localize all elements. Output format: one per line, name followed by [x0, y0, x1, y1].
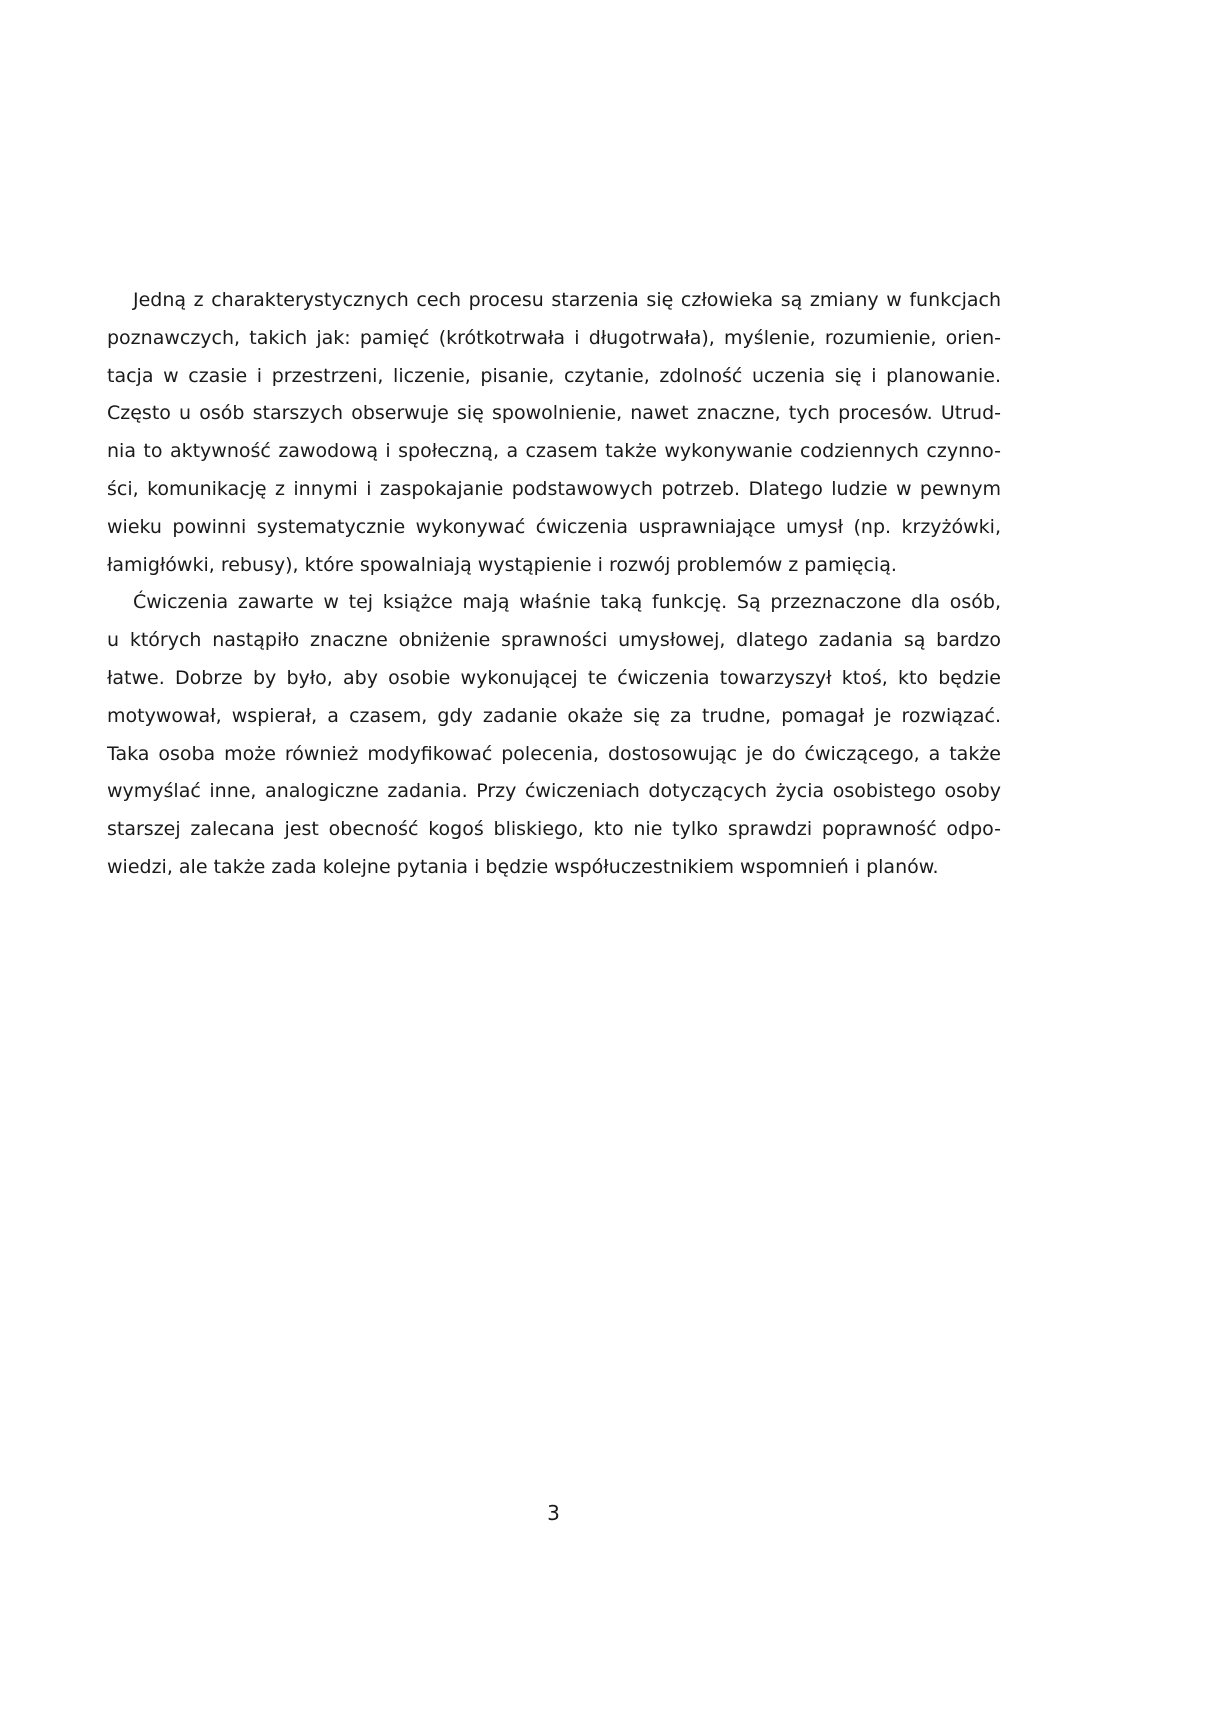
text-line: poznawczych, takich jak: pamięć (krótkotrwała i długotrwała), myślenie, rozumienie, orien- [107, 326, 1001, 349]
text-line: nia to aktywność zawodową i społeczną, a czasem także wykonywanie codziennych czynno- [107, 440, 1001, 463]
text-line: starszej zalecana jest obecność kogoś bliskiego, kto nie tylko sprawdzi poprawność odpo- [107, 818, 1001, 841]
text-line: wymyślać inne, analogiczne zadania. Przy ćwiczeniach dotyczących życia osobistego osoby [107, 780, 1001, 803]
text-line: łatwe. Dobrze by było, aby osobie wykonującej te ćwiczenia towarzyszył ktoś, kto będzie [107, 666, 1001, 689]
text-line: łamigłówki, rebusy), które spowalniają wystąpienie i rozwój problemów z pamięcią. [107, 553, 897, 576]
text-line: motywował, wspierał, a czasem, gdy zadanie okaże się za trudne, pomagał je rozwiązać. [107, 704, 1001, 727]
page-number: 3 [547, 1501, 560, 1525]
text-line: tacja w czasie i przestrzeni, liczenie, pisanie, czytanie, zdolność uczenia się i planowanie. [107, 364, 1001, 387]
text-line: Ćwiczenia zawarte w tej książce mają właśnie taką funkcję. Są przeznaczone dla osób, [133, 591, 1001, 614]
text-line: Jedną z charakterystycznych cech procesu starzenia się człowieka są zmiany w funkcjach [133, 289, 1001, 311]
text-line: u których nastąpiło znaczne obniżenie sprawności umysłowej, dlatego zadania są bardzo [107, 629, 1001, 652]
text-line: Taka osoba może również modyfikować polecenia, dostosowując je do ćwiczącego, a także [107, 742, 1001, 765]
text-line: wiedzi, ale także zada kolejne pytania i będzie współuczestnikiem wspomnień i planów. [107, 855, 939, 878]
text-line: ści, komunikację z innymi i zaspokajanie podstawowych potrzeb. Dlatego ludzie w pewnym [107, 477, 1001, 500]
paragraph-1 [107, 282, 1001, 584]
text-line: Często u osób starszych obserwuje się spowolnienie, nawet znaczne, tych procesów. Utrud- [107, 402, 1001, 425]
paragraph-2 [107, 584, 1001, 886]
body-text [107, 282, 1001, 887]
text-line: wieku powinni systematycznie wykonywać ćwiczenia usprawniające umysł (np. krzyżówki, [107, 515, 1001, 538]
